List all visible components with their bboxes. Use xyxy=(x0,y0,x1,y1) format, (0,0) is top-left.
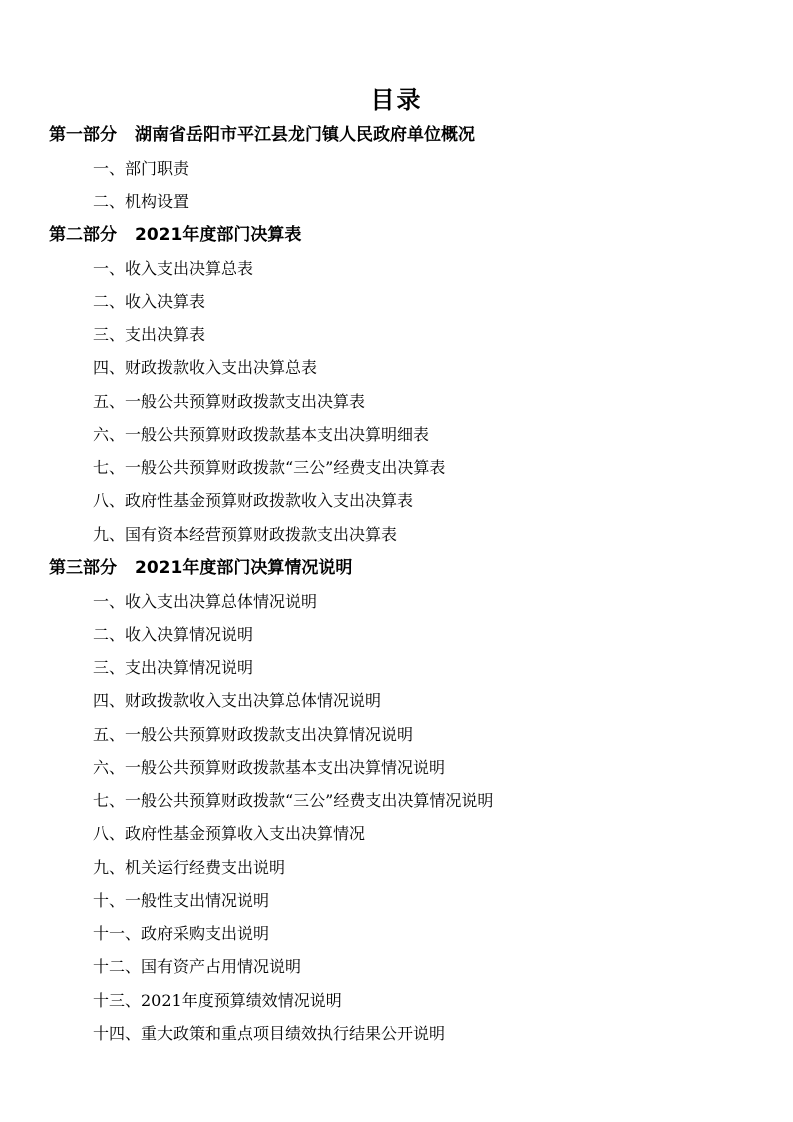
part-label: 第三部分 xyxy=(49,558,117,578)
toc-entry[interactable]: 十三、2021年度预算绩效情况说明 xyxy=(93,991,342,1010)
toc-entry[interactable]: 七、一般公共预算财政拨款“三公”经费支出决算情况说明 xyxy=(93,791,494,810)
toc-entry[interactable]: 三、支出决算表 xyxy=(93,325,206,344)
part-title: 湖南省岳阳市平江县龙门镇人民政府单位概况 xyxy=(135,125,475,145)
toc-entry[interactable]: 九、机关运行经费支出说明 xyxy=(93,858,286,877)
page-title: 目录 xyxy=(370,86,423,114)
toc-entry[interactable]: 一、收入支出决算总体情况说明 xyxy=(93,592,318,611)
toc-entry[interactable]: 一、收入支出决算总表 xyxy=(93,259,254,278)
toc-entry[interactable]: 十二、国有资产占用情况说明 xyxy=(93,957,302,976)
toc-entry[interactable]: 四、财政拨款收入支出决算总体情况说明 xyxy=(93,691,382,710)
toc-entry[interactable]: 二、收入决算表 xyxy=(93,292,206,311)
part-title: 2021年度部门决算情况说明 xyxy=(135,558,353,578)
part-title: 2021年度部门决算表 xyxy=(135,225,302,245)
toc-entry[interactable]: 三、支出决算情况说明 xyxy=(93,658,254,677)
part-label: 第二部分 xyxy=(49,225,117,245)
toc-entry[interactable]: 十四、重大政策和重点项目绩效执行结果公开说明 xyxy=(93,1024,446,1043)
part-heading-1[interactable] xyxy=(49,123,475,147)
toc-entry[interactable]: 八、政府性基金预算收入支出决算情况 xyxy=(93,824,366,843)
toc-entry[interactable]: 二、机构设置 xyxy=(93,192,190,211)
toc-entry[interactable]: 五、一般公共预算财政拨款支出决算情况说明 xyxy=(93,725,414,744)
toc-entry[interactable]: 四、财政拨款收入支出决算总表 xyxy=(93,358,318,377)
toc-entry[interactable]: 九、国有资本经营预算财政拨款支出决算表 xyxy=(93,525,398,544)
toc-entry[interactable]: 十一、政府采购支出说明 xyxy=(93,924,270,943)
toc-entry[interactable]: 五、一般公共预算财政拨款支出决算表 xyxy=(93,392,366,411)
toc-entry[interactable]: 六、一般公共预算财政拨款基本支出决算情况说明 xyxy=(93,758,446,777)
toc-entry[interactable]: 六、一般公共预算财政拨款基本支出决算明细表 xyxy=(93,425,430,444)
toc-entry[interactable]: 二、收入决算情况说明 xyxy=(93,625,254,644)
toc-entry[interactable]: 八、政府性基金预算财政拨款收入支出决算表 xyxy=(93,491,414,510)
part-label: 第一部分 xyxy=(49,125,117,145)
toc-entry[interactable]: 七、一般公共预算财政拨款“三公”经费支出决算表 xyxy=(93,458,446,477)
toc-entry[interactable]: 一、部门职责 xyxy=(93,159,190,178)
part-heading-2[interactable] xyxy=(49,223,301,247)
toc-entry[interactable]: 十、一般性支出情况说明 xyxy=(93,891,270,910)
part-heading-3[interactable] xyxy=(49,556,352,580)
